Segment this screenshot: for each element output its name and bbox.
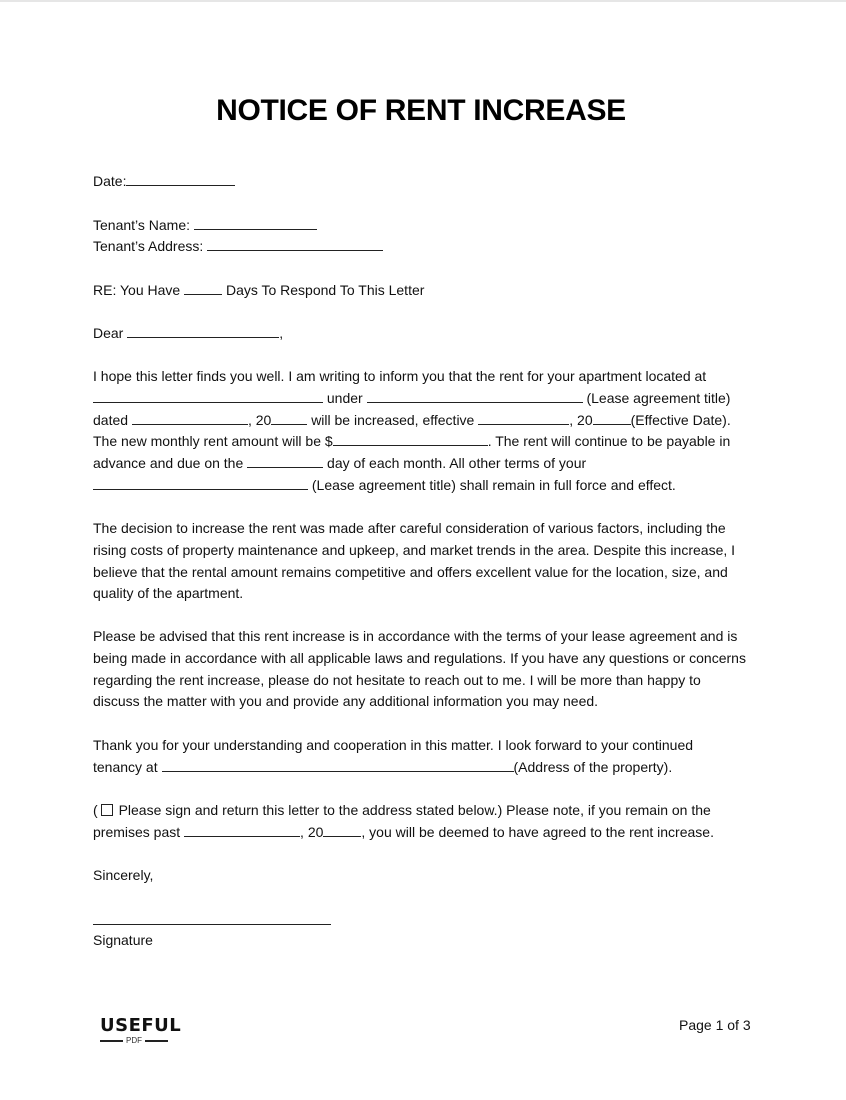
p3-line-4: discuss the matter with you and provide any additional information you may need. — [93, 693, 599, 710]
p4-line-2 — [93, 757, 763, 779]
tenant-name-label: Tenant’s Name: — [93, 217, 191, 233]
sign-text: Please sign and return this letter to the address stated below.) Please note, if you remain on the — [118, 802, 711, 818]
date-blank[interactable] — [126, 171, 235, 186]
under-text: under — [326, 389, 363, 406]
p2-line-2: rising costs of property maintenance and upkeep, and market trends in the area. Despite this increase, I — [93, 541, 736, 558]
p3-line-2: being made in accordance with all applicable laws and regulations. If you have any questions or concerns — [93, 649, 746, 666]
p3-line-3: regarding the rent increase, please do not hesitate to reach out to me. I will be more than happy to — [93, 671, 701, 688]
lease-title-blank-1[interactable] — [367, 388, 583, 403]
salutation — [93, 323, 763, 345]
year-prefix-b: , 20 — [569, 411, 593, 428]
paragraph-3 — [93, 626, 763, 713]
page-number: Page 1 of 3 — [679, 1017, 751, 1033]
re-prefix: RE: You Have — [93, 282, 181, 298]
will-be-text: will be increased, effective — [311, 411, 475, 428]
open-paren: ( — [93, 802, 98, 818]
dear-label: Dear — [93, 325, 124, 341]
paragraph-2 — [93, 518, 763, 605]
p1-line-3 — [93, 410, 763, 432]
paragraph-5 — [93, 800, 763, 844]
p2-line-3: believe that the rental amount remains competitive and offers excellent value for the location, size, and — [93, 563, 728, 580]
paragraph-4 — [93, 735, 763, 779]
logo-bar-left — [100, 1040, 123, 1042]
year-blank-b[interactable] — [593, 410, 631, 425]
address-blank[interactable] — [93, 388, 323, 403]
effective-date-label: (Effective Date). — [630, 411, 731, 428]
property-address-blank[interactable] — [162, 757, 514, 772]
logo-sub-text: PDF — [126, 1036, 142, 1045]
year-prefix-c: , 20 — [300, 823, 324, 840]
p3-line-1: Please be advised that this rent increase is in accordance with the terms of your lease agreement and is — [93, 628, 738, 644]
date-line — [93, 171, 763, 193]
usefulpdf-logo — [100, 1015, 182, 1050]
days-blank[interactable] — [184, 280, 222, 295]
lease-title-blank-2[interactable] — [93, 475, 308, 490]
document-title: NOTICE OF RENT INCREASE — [216, 94, 626, 127]
tenant-address-line — [93, 236, 763, 258]
year-blank-c[interactable] — [323, 822, 361, 837]
re-suffix: Days To Respond To This Letter — [225, 282, 425, 298]
closing: Sincerely, — [93, 867, 154, 883]
logo-subline — [100, 1036, 168, 1046]
top-border — [0, 0, 846, 2]
p2-line-1: The decision to increase the rent was made after careful consideration of various factors, including the — [93, 520, 726, 536]
tenant-address-blank[interactable] — [207, 236, 383, 251]
dated-text: dated — [93, 411, 129, 428]
date-label: Date: — [93, 173, 127, 189]
signature-label: Signature — [93, 932, 153, 948]
p1-line-6 — [93, 475, 763, 497]
sign-return-checkbox[interactable] — [101, 804, 113, 816]
p1-line-4 — [93, 431, 763, 453]
new-rent-text: The new monthly rent amount will be $ — [93, 433, 333, 450]
tenant-name-line — [93, 215, 763, 237]
year-prefix-a: , 20 — [247, 411, 272, 428]
deemed-text: , you will be deemed to have agreed to the rent increase. — [361, 823, 714, 840]
p4-line-1: Thank you for your understanding and cooperation in this matter. I look forward to your continued — [93, 737, 694, 753]
premises-date-blank[interactable] — [184, 822, 300, 837]
dear-comma: , — [279, 325, 284, 341]
tenancy-at-text: tenancy at — [93, 758, 158, 775]
tenant-name-blank[interactable] — [194, 215, 317, 230]
p1-line-5 — [93, 453, 763, 475]
advance-text: advance and due on the — [93, 455, 244, 472]
dated-blank[interactable] — [132, 410, 248, 425]
re-line — [93, 280, 763, 302]
p2-line-4: quality of the apartment. — [93, 585, 244, 602]
effective-blank[interactable] — [478, 410, 569, 425]
p1-line-2 — [93, 388, 763, 410]
logo-bar-right — [145, 1040, 168, 1042]
p5-line-1 — [93, 800, 763, 822]
signature-line[interactable] — [93, 924, 331, 925]
lease-title-label-1: (Lease agreement title) — [586, 389, 731, 406]
due-day-blank[interactable] — [247, 453, 323, 468]
year-blank-a[interactable] — [271, 410, 307, 425]
rent-amount-blank[interactable] — [333, 431, 488, 446]
address-label: (Address of the property). — [513, 758, 673, 775]
tenant-address-label: Tenant’s Address: — [93, 238, 204, 254]
p1-line-1: I hope this letter finds you well. I am writing to inform you that the rent for your apartment located at — [93, 368, 707, 384]
day-of-text: day of each month. All other terms of your — [327, 455, 587, 472]
lease-title-label-2: (Lease agreement title) shall remain in full force and effect. — [311, 476, 676, 493]
recipient-blank[interactable] — [127, 323, 279, 338]
logo-wordmark: USEFUL — [100, 1015, 182, 1036]
paragraph-1 — [93, 366, 763, 497]
p5-line-2 — [93, 822, 763, 844]
continue-text: . The rent will continue to be payable in — [487, 433, 731, 450]
premises-text: premises past — [93, 823, 181, 840]
